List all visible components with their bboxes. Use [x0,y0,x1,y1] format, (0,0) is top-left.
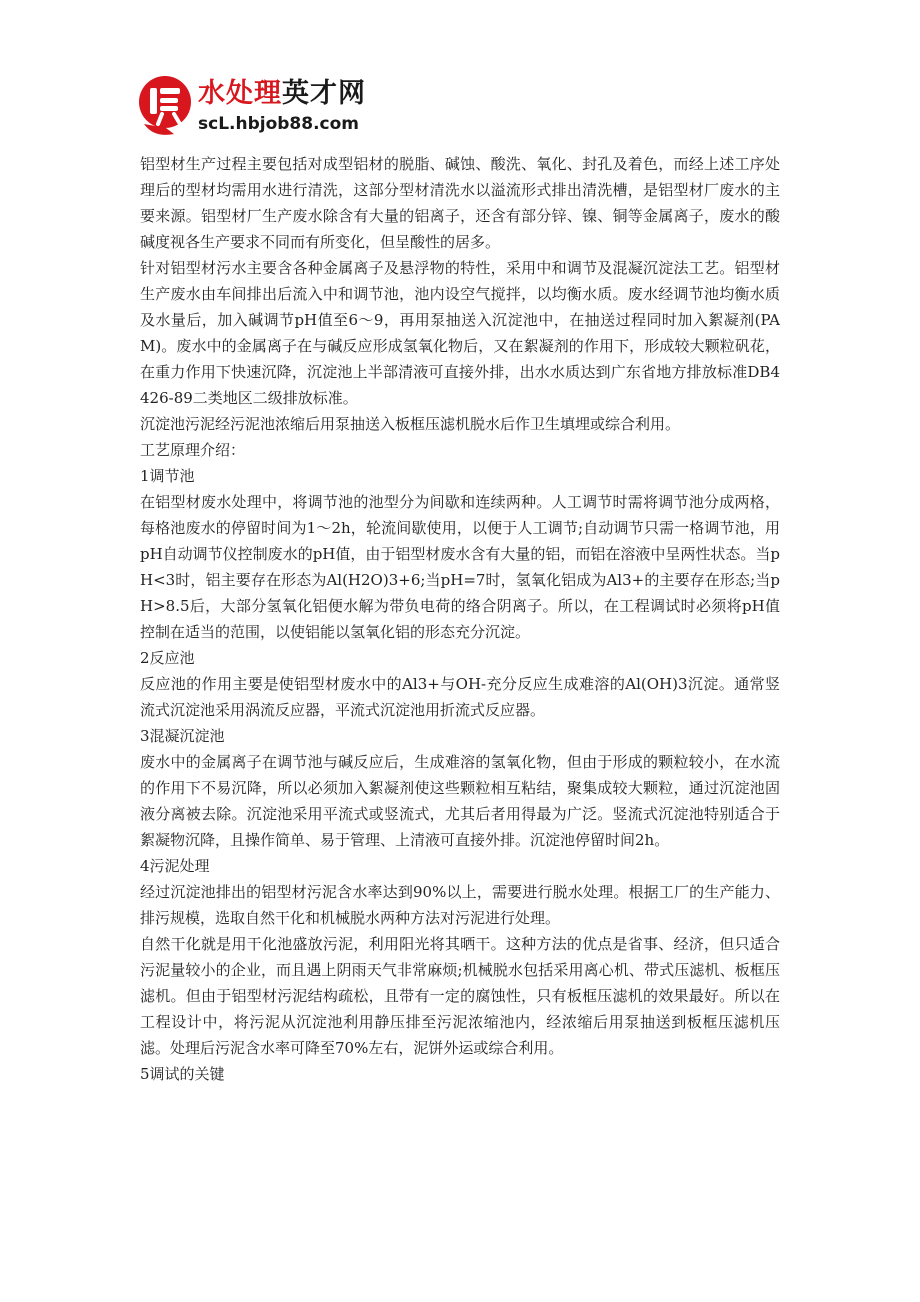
section-4-paragraph-2: 自然干化就是用干化池盛放污泥，利用阳光将其晒干。这种方法的优点是省事、经济，但只适合污泥量较小的企业，而且遇上阴雨天气非常麻烦;机械脱水包括采用离心机、带式压滤机、板框压滤机。但由于铝型材污泥结构疏松，且带有一定的腐蚀性，只有板框压滤机的效果最好。所以在工程设计中，将污泥从沉淀池利用静压排至污泥浓缩池内，经浓缩后用泵抽送到板框压滤机压滤。处理后污泥含水率可降至70%左右，泥饼外运或综合利用。 [140,935,780,1057]
section-heading-1: 1调节池 [140,467,195,485]
section-heading-2: 2反应池 [140,649,195,667]
section-1-paragraph: 在铝型材废水处理中，将调节池的池型分为间歇和连续两种。人工调节时需将调节池分成两格，每格池废水的停留时间为1～2h，轮流间歇使用，以便于人工调节;自动调节只需一格调节池，用pH自动调节仪控制废水的pH值，由于铝型材废水含有大量的铝，而铝在溶液中呈两性状态。当pH<3时，铝主要存在形态为Al(H2O)3+6;当pH=7时，氢氧化铝成为Al3+的主要存在形态;当pH>8.5后，大部分氢氧化铝便水解为带负电荷的络合阴离子。所以，在工程调试时必须将pH值控制在适当的范围，以使铝能以氢氧化铝的形态充分沉淀。 [140,493,780,641]
intro-paragraph-2: 针对铝型材污水主要含各种金属离子及悬浮物的特性，采用中和调节及混凝沉淀法工艺。铝型材生产废水由车间排出后流入中和调节池，池内设空气搅拌，以均衡水质。废水经调节池均衡水质及水量后，加入碱调节pH值至6～9，再用泵抽送入沉淀池中，在抽送过程同时加入絮凝剂(PAM)。废水中的金属离子在与碱反应形成氢氧化物后，又在絮凝剂的作用下，形成较大颗粒矾花，在重力作用下快速沉降，沉淀池上半部清液可直接外排，出水水质达到广东省地方排放标准DB4426-89二类地区二级排放标准。 [140,259,780,407]
section-heading-5: 5调试的关键 [140,1065,225,1083]
section-heading-4: 4污泥处理 [140,857,210,875]
site-logo[interactable] [136,72,386,140]
logo-mark-icon [136,72,194,140]
article-body [140,151,780,1087]
logo-url: scL.hbjob88.com [198,114,360,134]
intro-paragraph-3: 沉淀池污泥经污泥池浓缩后用泵抽送入板框压滤机脱水后作卫生填埋或综合利用。 [140,415,681,433]
section-heading-3: 3混凝沉淀池 [140,727,225,745]
logo-title-part-a: 水处理 [198,78,282,109]
section-2-paragraph: 反应池的作用主要是使铝型材废水中的Al3+与OH-充分反应生成难溶的Al(OH)3沉淀。通常竖流式沉淀池采用涡流反应器，平流式沉淀池用折流式反应器。 [140,675,780,719]
section-4-paragraph-1: 经过沉淀池排出的铝型材污泥含水率达到90%以上，需要进行脱水处理。根据工厂的生产能力、排污规模，选取自然干化和机械脱水两种方法对污泥进行处理。 [140,883,780,927]
section-heading-principle: 工艺原理介绍： [140,441,246,459]
logo-title-part-b: 英才网 [282,78,366,109]
logo-title [198,78,366,110]
intro-paragraph-1: 铝型材生产过程主要包括对成型铝材的脱脂、碱蚀、酸洗、氧化、封孔及着色，而经上述工序处理后的型材均需用水进行清洗，这部分型材清洗水以溢流形式排出清洗槽，是铝型材厂废水的主要来源。铝型材厂生产废水除含有大量的铝离子，还含有部分锌、镍、铜等金属离子，废水的酸碱度视各生产要求不同而有所变化，但呈酸性的居多。 [140,155,780,251]
section-3-paragraph: 废水中的金属离子在调节池与碱反应后，生成难溶的氢氧化物，但由于形成的颗粒较小，在水流的作用下不易沉降，所以必须加入絮凝剂使这些颗粒相互粘结，聚集成较大颗粒，通过沉淀池固液分离被去除。沉淀池采用平流式或竖流式，尤其后者用得最为广泛。竖流式沉淀池特别适合于絮凝物沉降，且操作简单、易于管理、上清液可直接外排。沉淀池停留时间2h。 [140,753,780,849]
